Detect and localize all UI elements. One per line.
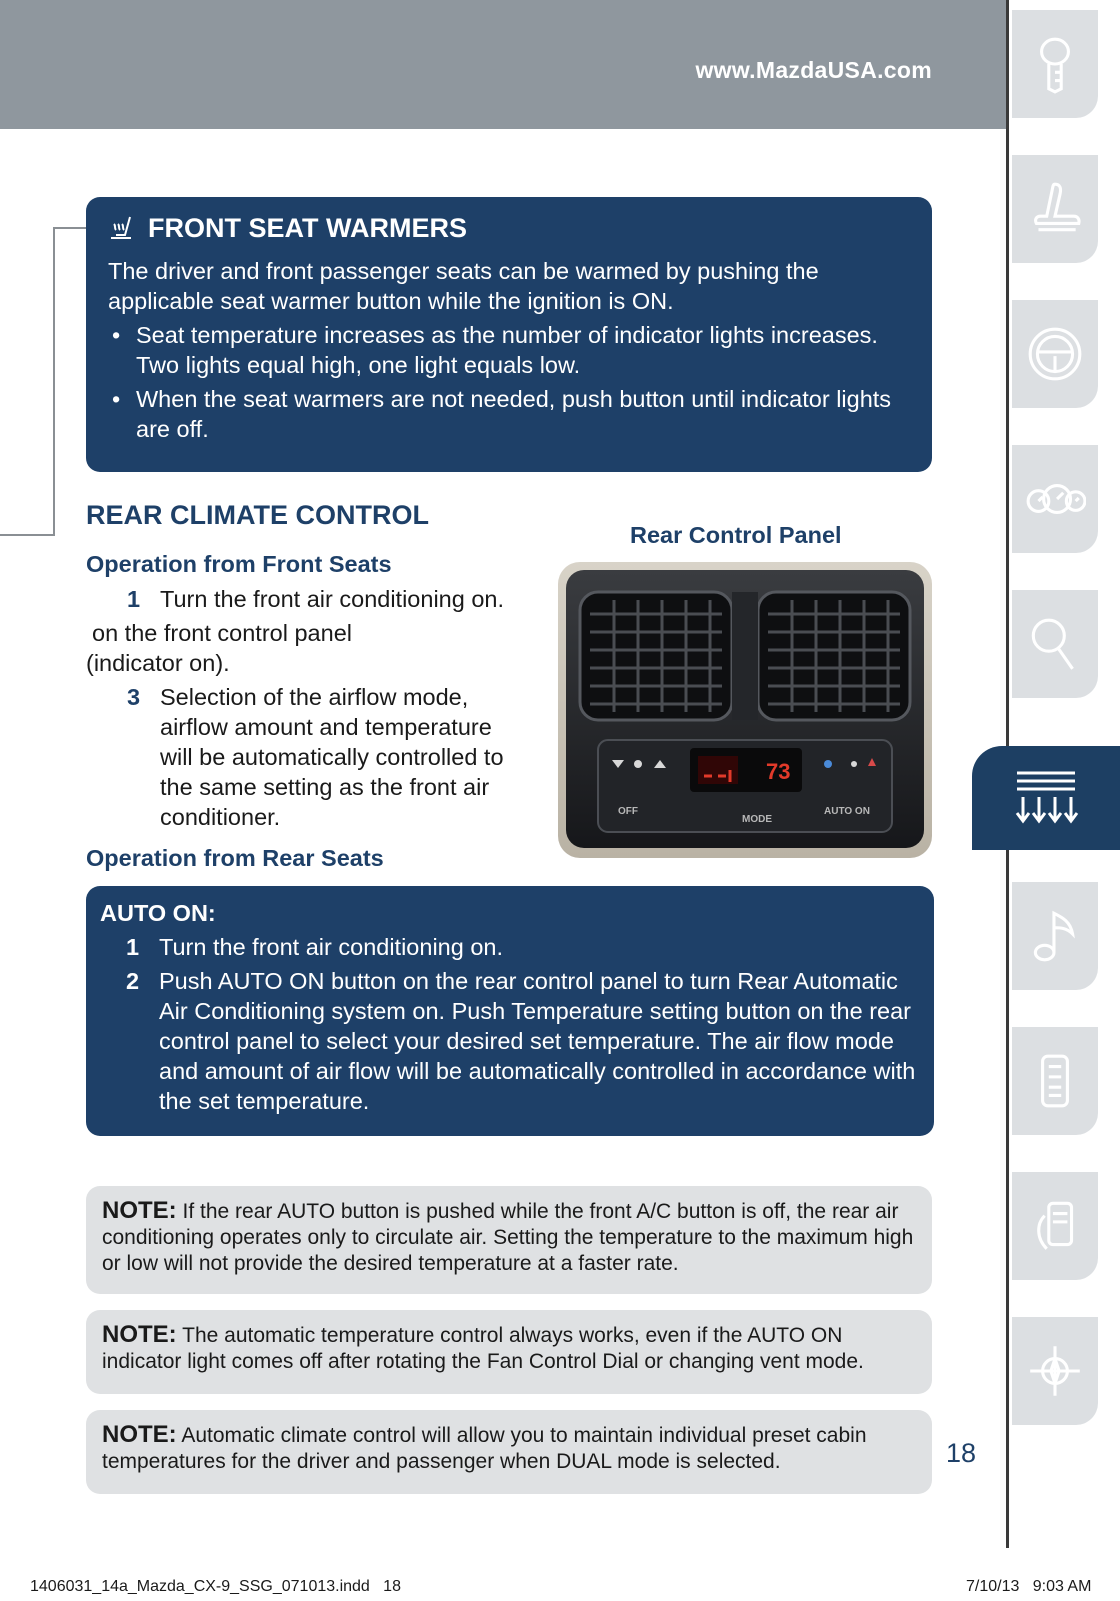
note-text: The automatic temperature control always works, even if the AUTO ON indicator light comes off after rotating the Fan Control Dial or changing vent mode. <box>102 1324 864 1373</box>
footer-timestamp: 7/10/13 9:03 AM <box>966 1578 1092 1595</box>
note-text: Automatic climate control will allow you to maintain individual preset cabin temperatures for the driver and passenger when DUAL mode is selected. <box>102 1424 867 1473</box>
front-seat-warmers-title <box>108 213 910 244</box>
step-number: 1 <box>127 586 141 612</box>
bracket-line <box>0 534 55 536</box>
tab-steering[interactable] <box>1012 300 1098 408</box>
header-bar <box>0 0 1006 129</box>
auto-on-title: AUTO ON: <box>100 900 216 926</box>
tab-audio[interactable] <box>1012 882 1098 990</box>
tab-remote[interactable] <box>1012 1027 1098 1135</box>
seat-warmer-icon <box>108 214 138 244</box>
panel-caption: Rear Control Panel <box>630 522 842 548</box>
climate-icon <box>1009 767 1083 829</box>
note-text: If the rear AUTO button is pushed while the front A/C button is off, the rear air conditioning operates only to circulate air. Setting the temperature to the maximum high or low will not provide the desired temperature at a faster rate. <box>102 1200 914 1275</box>
seat-icon <box>1024 178 1086 240</box>
step-number: 3 <box>127 684 141 710</box>
note-box <box>86 1186 932 1294</box>
air-vent-right <box>758 592 910 720</box>
tab-navigation[interactable] <box>1012 1317 1098 1425</box>
step-text: Selection of the airflow mode, airflow amount and temperature will be automatically controlled to the same setting as the front air conditioner. <box>160 684 504 830</box>
steering-wheel-icon <box>1024 323 1086 385</box>
air-vent-left <box>580 592 732 720</box>
off-label: OFF <box>618 806 638 817</box>
front-step-text: (indicator on). <box>86 650 230 676</box>
note-label: NOTE: <box>102 1197 177 1224</box>
gauges-icon <box>1024 468 1086 530</box>
auto-on-panel <box>86 886 934 1136</box>
tab-gauges[interactable] <box>1012 445 1098 553</box>
step-number: 2 <box>126 968 140 994</box>
tab-phone[interactable] <box>1012 1172 1098 1280</box>
step-number: 1 <box>126 934 140 960</box>
rear-seats-heading: Operation from Rear Seats <box>86 845 384 871</box>
remote-icon <box>1024 1050 1086 1112</box>
front-seat-warmers-panel <box>86 197 932 472</box>
compass-icon <box>1024 1340 1086 1402</box>
tab-search[interactable] <box>1012 590 1098 698</box>
mode-label: MODE <box>742 814 772 825</box>
page-number: 18 <box>946 1438 977 1468</box>
tab-seat[interactable] <box>1012 155 1098 263</box>
bracket-line <box>53 227 86 229</box>
key-icon <box>1024 33 1086 95</box>
website-url[interactable]: www.MazdaUSA.com <box>695 57 932 83</box>
step-text: Push AUTO ON button on the rear control panel to turn Rear Automatic Air Conditioning system on. Push Temperature setting button on the rear control panel to select your desired set temperature. The air flow mode and amount of air flow will be automatically controlled in accordance with the set temperature. <box>159 968 916 1114</box>
tab-key[interactable] <box>1012 10 1098 118</box>
auto-on-label: AUTO ON <box>824 806 870 817</box>
list-item: • Seat temperature increases as the number of indicator lights increases. Two lights equal high, one light equals low. <box>108 320 910 380</box>
footer-file-name: 1406031_14a_Mazda_CX-9_SSG_071013.indd 18 <box>30 1578 401 1595</box>
step-text: Turn the front air conditioning on. <box>159 934 503 960</box>
rear-climate-title: REAR CLIMATE CONTROL <box>86 500 429 530</box>
step-text: Turn the front air conditioning on. <box>160 586 504 612</box>
list-item: • When the seat warmers are not needed, push button until indicator lights are off. <box>108 384 910 444</box>
front-seats-heading: Operation from Front Seats <box>86 551 392 577</box>
note-box <box>86 1410 932 1494</box>
phone-icon <box>1024 1195 1086 1257</box>
front-step-text: on the front control panel <box>92 620 352 646</box>
note-label: NOTE: <box>102 1321 177 1348</box>
front-step-3 <box>127 682 547 832</box>
seat-warmers-bullets <box>108 320 910 444</box>
rear-control-panel-image <box>558 562 932 858</box>
bracket-line <box>53 227 55 536</box>
note-label: NOTE: <box>102 1421 177 1448</box>
tab-climate[interactable] <box>972 746 1120 850</box>
section-title: FRONT SEAT WARMERS <box>148 213 467 243</box>
music-note-icon <box>1024 905 1086 967</box>
magnifier-icon <box>1024 613 1086 675</box>
note-box <box>86 1310 932 1394</box>
temperature-display: 73 <box>766 759 791 784</box>
seat-warmers-description: The driver and front passenger seats can be warmed by pushing the applicable seat warmer button while the ignition is ON. <box>108 258 819 314</box>
